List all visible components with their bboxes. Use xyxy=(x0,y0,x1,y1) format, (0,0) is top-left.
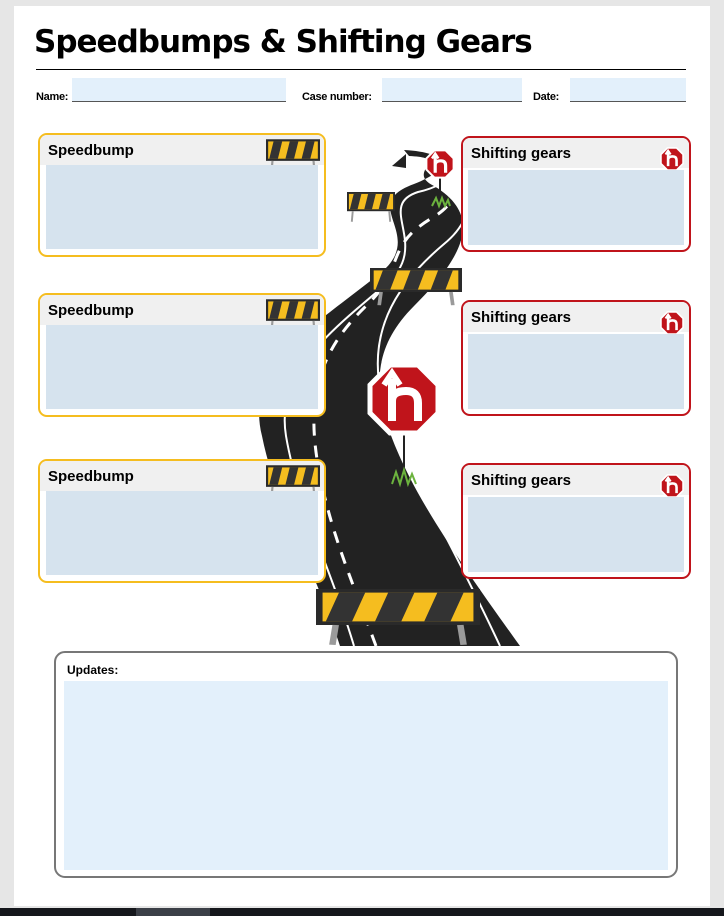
speedbump-label: Speedbump xyxy=(48,468,134,485)
case-number-label: Case number: xyxy=(302,91,372,103)
shifting-gears-card-2 xyxy=(461,300,691,416)
speedbump-card-3 xyxy=(38,459,326,583)
shifting-gears-card-header xyxy=(463,302,689,332)
speedbump-card-2 xyxy=(38,293,326,417)
taskbar-tab[interactable] xyxy=(136,908,210,916)
shifting-gears-input-3[interactable] xyxy=(468,497,684,572)
updates-box xyxy=(54,651,678,878)
date-label: Date: xyxy=(533,91,560,103)
shifting-gears-label: Shifting gears xyxy=(471,145,572,162)
shifting-gears-input-1[interactable] xyxy=(468,170,684,245)
h-sign-icon xyxy=(659,310,685,336)
speedbump-input-2[interactable] xyxy=(46,325,318,409)
h-sign-icon xyxy=(659,473,685,499)
name-label: Name: xyxy=(36,91,69,103)
case-number-field[interactable] xyxy=(382,78,522,102)
shifting-gears-card-header xyxy=(463,138,689,168)
updates-label: Updates: xyxy=(67,663,119,677)
shifting-gears-label: Shifting gears xyxy=(471,472,572,489)
speedbump-input-3[interactable] xyxy=(46,491,318,575)
h-sign-icon xyxy=(659,146,685,172)
shifting-gears-label: Shifting gears xyxy=(471,309,572,326)
taskbar xyxy=(0,908,724,916)
page-title: Speedbumps & Shifting Gears xyxy=(34,24,532,60)
speedbump-label: Speedbump xyxy=(48,142,134,159)
worksheet-page xyxy=(14,6,710,906)
shifting-gears-input-2[interactable] xyxy=(468,334,684,409)
name-field[interactable] xyxy=(72,78,286,102)
title-divider xyxy=(36,69,686,70)
updates-input[interactable] xyxy=(64,681,668,870)
shifting-gears-card-1 xyxy=(461,136,691,252)
shifting-gears-card-3 xyxy=(461,463,691,579)
date-field[interactable] xyxy=(570,78,686,102)
speedbump-card-1 xyxy=(38,133,326,257)
shifting-gears-card-header xyxy=(463,465,689,495)
speedbump-input-1[interactable] xyxy=(46,165,318,249)
speedbump-label: Speedbump xyxy=(48,302,134,319)
